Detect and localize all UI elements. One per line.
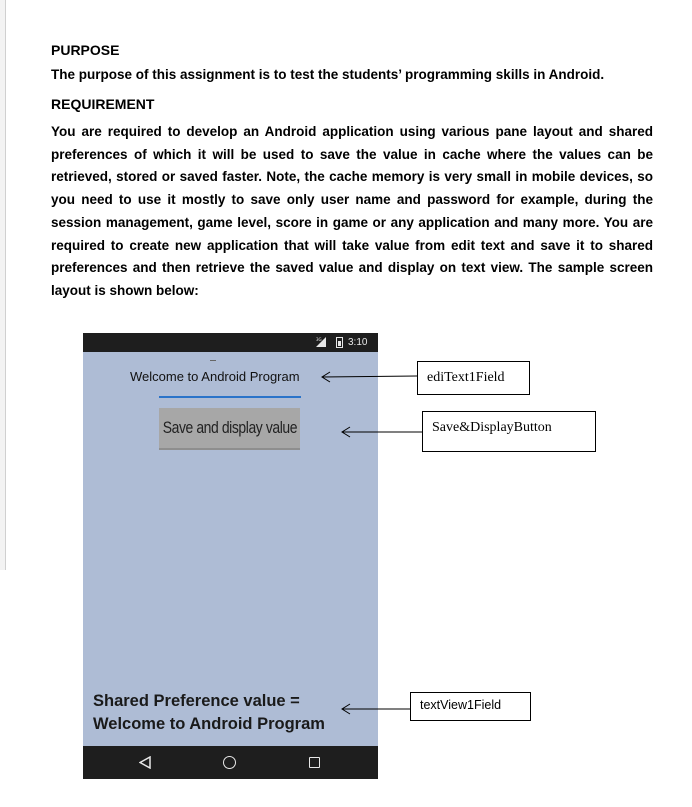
back-icon[interactable] xyxy=(139,756,151,769)
status-bar xyxy=(83,333,378,352)
signal-icon xyxy=(316,337,326,347)
save-display-button-label: Save and display value xyxy=(162,418,297,437)
phone-screen-mockup xyxy=(83,333,378,779)
purpose-text: The purpose of this assignment is to test the students’ programming skills in Android. xyxy=(51,67,605,82)
svg-text:3G: 3G xyxy=(316,337,322,342)
page-margin-rule xyxy=(0,0,6,570)
requirement-heading: REQUIREMENT xyxy=(51,96,155,112)
navigation-bar xyxy=(83,746,378,779)
recent-apps-icon[interactable] xyxy=(309,757,320,768)
annotation-save-button: Save&DisplayButton xyxy=(422,411,596,452)
requirement-text: You are required to develop an Android application using various pane layout and shared preferences of which it will be used to save the value in cache where the values can be retrieved, stored or saved faster. Note, the cache memory is very small in mobile devices, so you need to use it mostly to save only user name and password for example, during the session management, game level, score in game or any application and many more. You are required to create new application that will take value from edit text and save it to shared preferences and then retrieve the saved value and display on text view. The sample screen layout is shown below: xyxy=(51,124,653,298)
annotation-edit-text: ediText1Field xyxy=(417,361,530,395)
annotation-text-view: textView1Field xyxy=(410,692,531,721)
save-display-button[interactable] xyxy=(159,408,300,450)
battery-icon xyxy=(336,337,343,348)
edit-text-underline xyxy=(159,396,301,398)
edit-text-field[interactable]: Welcome to Android Program xyxy=(130,369,300,384)
home-icon[interactable] xyxy=(223,756,236,769)
result-text-view xyxy=(93,690,373,736)
result-line-1: Shared Preference value = xyxy=(93,692,300,710)
text-cursor-handle xyxy=(210,360,216,361)
result-line-2: Welcome to Android Program xyxy=(93,715,325,733)
purpose-heading: PURPOSE xyxy=(51,42,120,58)
status-time: 3:10 xyxy=(348,337,368,348)
